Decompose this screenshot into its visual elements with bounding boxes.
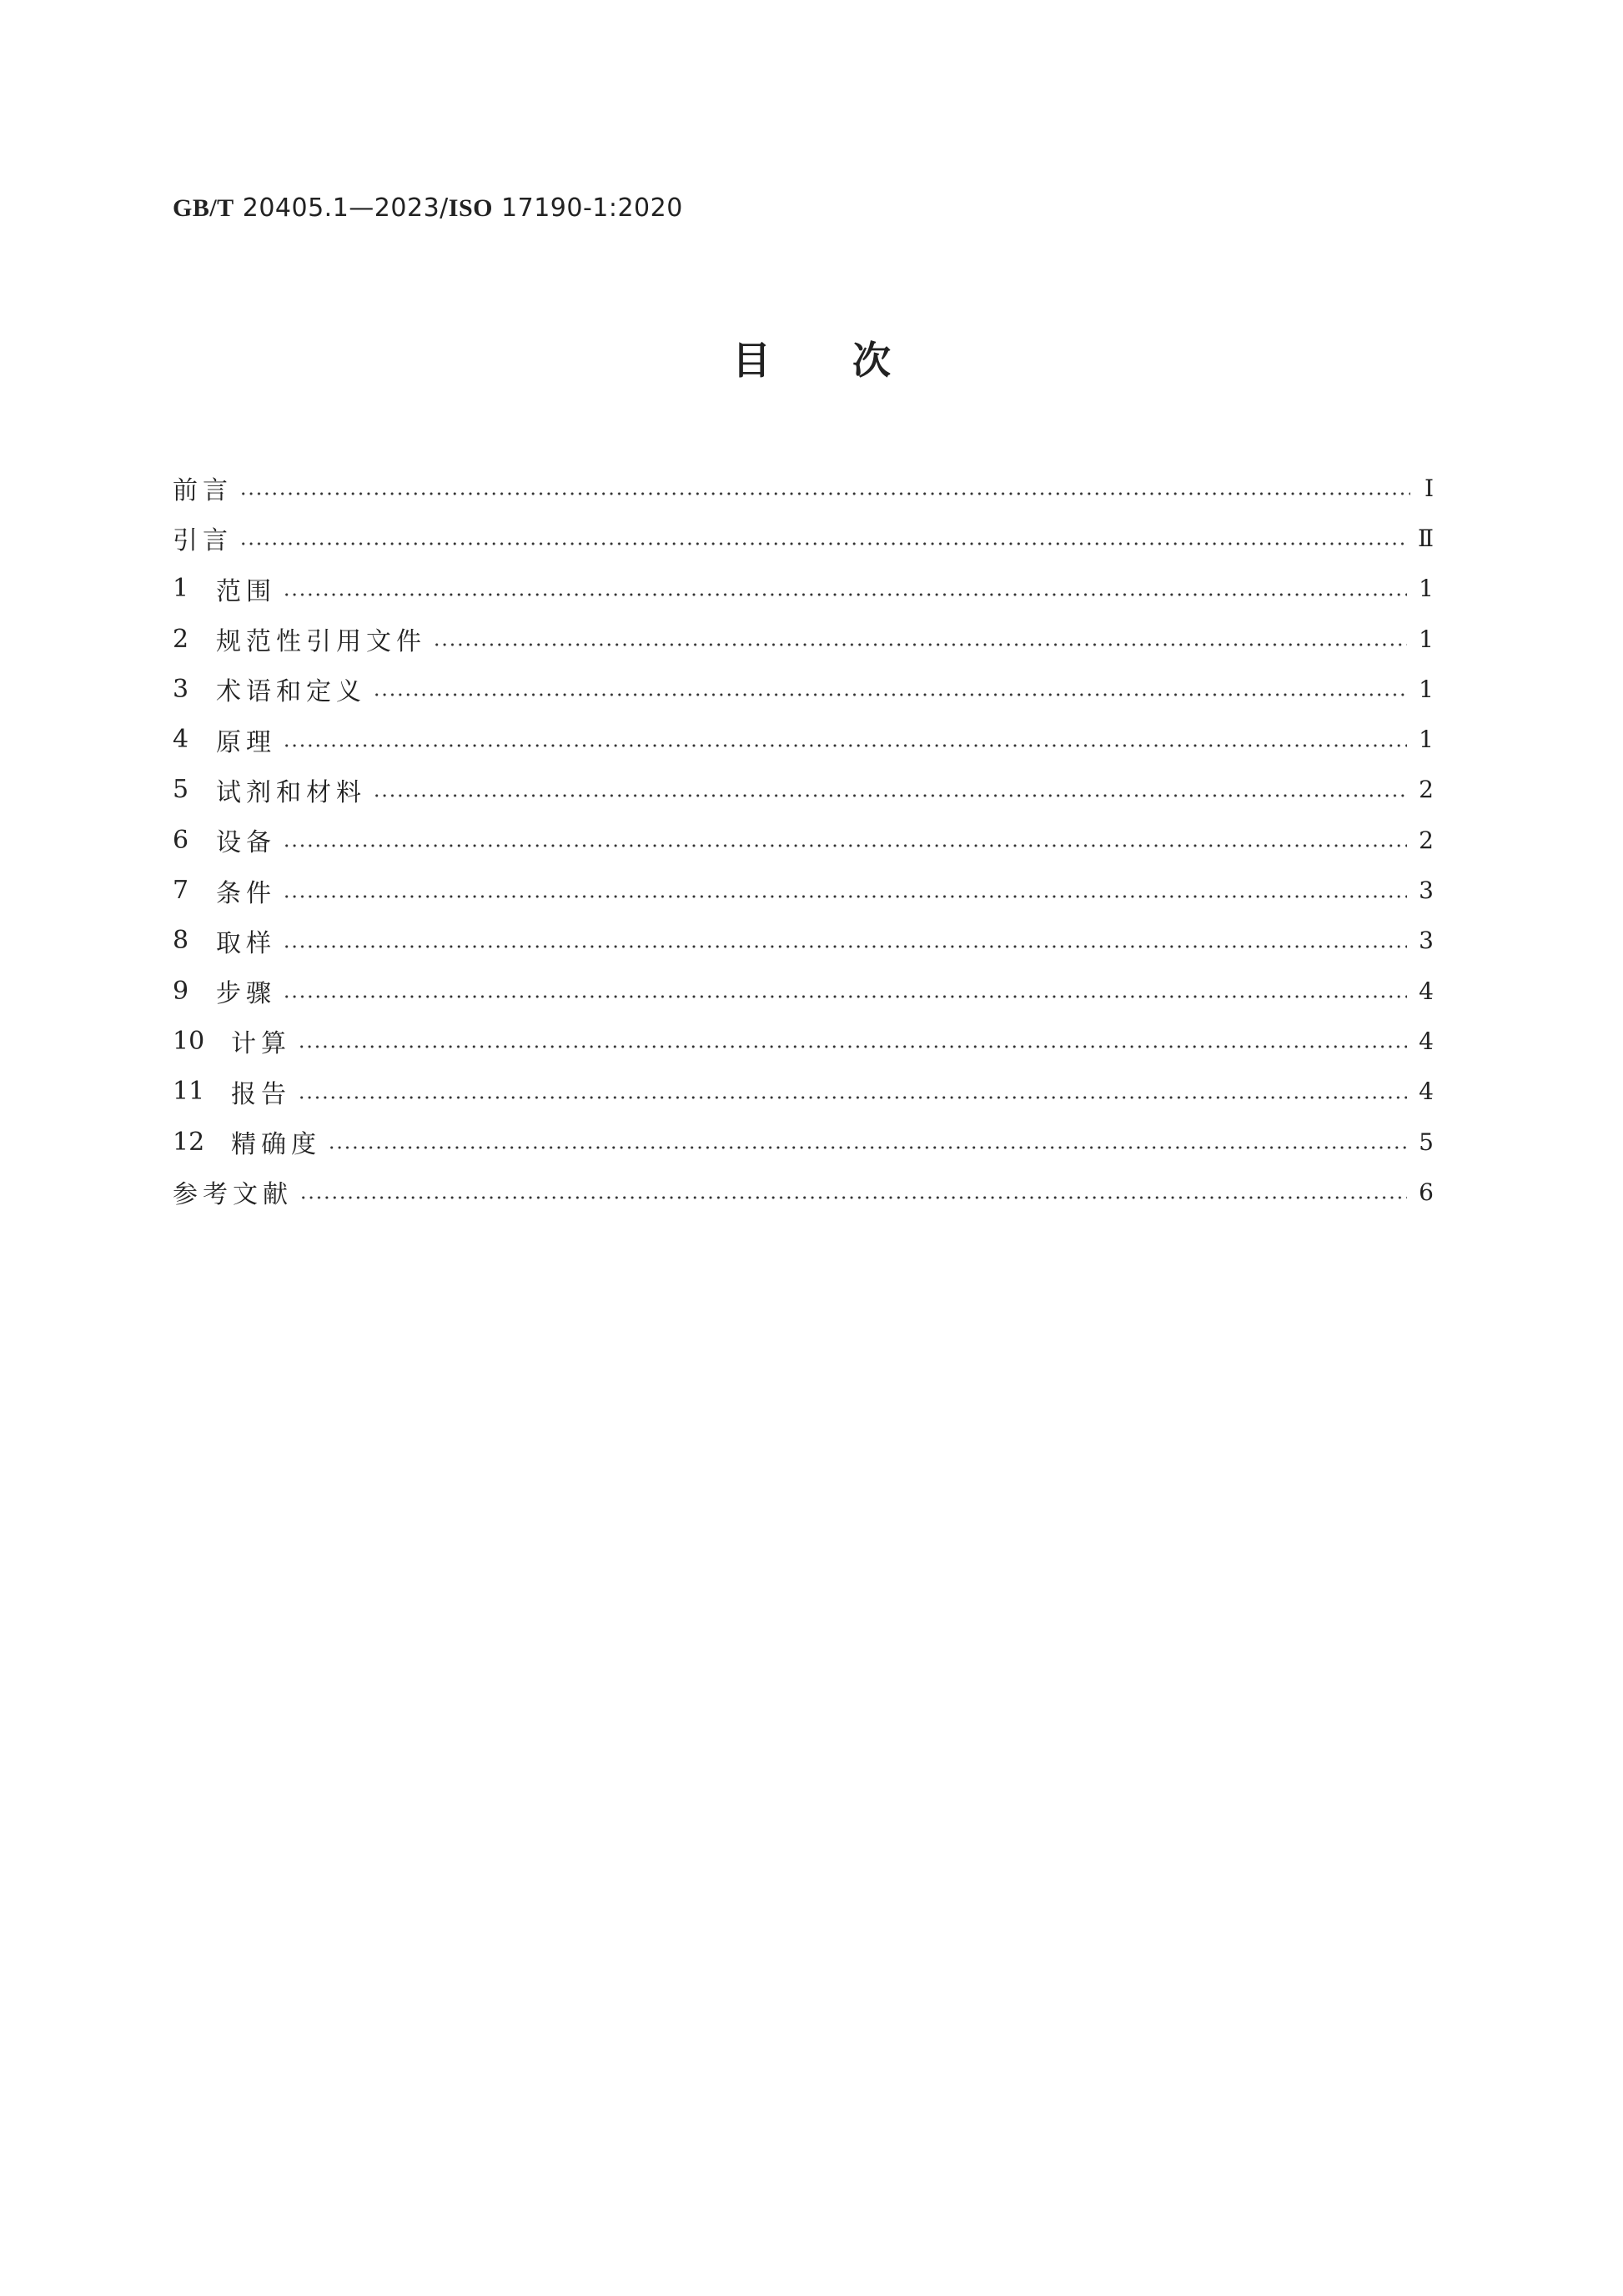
toc-entry-page: 4	[1419, 1078, 1434, 1106]
toc-leader-dots	[283, 895, 1407, 898]
toc-entry-terms-definitions[interactable]	[173, 664, 1434, 714]
toc-entry-page: 1	[1419, 625, 1434, 653]
toc-entry-label: 参考文献	[173, 1173, 299, 1210]
toc-entry-number: 12	[173, 1127, 205, 1157]
toc-leader-dots	[239, 542, 1406, 545]
toc-entry-number: 5	[173, 775, 189, 805]
toc-leader-dots	[283, 945, 1407, 948]
toc-leader-dots	[283, 844, 1407, 847]
toc-entry-page: 1	[1419, 575, 1434, 603]
toc-leader-dots	[433, 643, 1407, 646]
toc-leader-dots	[283, 593, 1407, 596]
toc-entry-introduction[interactable]	[173, 513, 1434, 563]
toc-entry-label: 范围	[216, 570, 283, 607]
toc-entry-bibliography[interactable]	[173, 1167, 1434, 1217]
toc-entry-page: 3	[1419, 877, 1434, 905]
toc-list	[173, 463, 1434, 1217]
toc-entry-label: 前言	[173, 470, 239, 506]
toc-entry-label: 报告	[231, 1073, 298, 1110]
toc-entry-label: 术语和定义	[216, 671, 373, 707]
toc-leader-dots	[299, 1196, 1407, 1199]
standard-code-number: 20405.1—2023/	[242, 193, 449, 223]
toc-leader-dots	[373, 794, 1407, 797]
toc-title: 目次	[732, 338, 972, 383]
toc-entry-calculation[interactable]	[173, 1016, 1434, 1066]
toc-entry-page: Ⅰ	[1424, 474, 1434, 502]
toc-entry-number: 1	[173, 574, 189, 604]
toc-leader-dots	[328, 1146, 1407, 1149]
toc-entry-page: 5	[1419, 1128, 1434, 1156]
toc-entry-page: 1	[1419, 675, 1434, 703]
standard-code-iso: ISO	[448, 194, 493, 222]
toc-entry-page: 3	[1419, 927, 1434, 955]
toc-entry-report[interactable]	[173, 1067, 1434, 1117]
toc-leader-dots	[239, 492, 1410, 495]
toc-entry-normative-references[interactable]	[173, 614, 1434, 664]
toc-entry-label: 引言	[173, 520, 239, 556]
toc-leader-dots	[373, 693, 1407, 696]
toc-entry-principle[interactable]	[173, 714, 1434, 764]
toc-entry-page: 2	[1419, 776, 1434, 804]
toc-entry-label: 条件	[216, 872, 283, 909]
toc-entry-number: 2	[173, 624, 189, 654]
toc-entry-page: 2	[1419, 826, 1434, 854]
toc-leader-dots	[298, 1045, 1407, 1048]
toc-entry-number: 8	[173, 926, 189, 956]
toc-entry-page: 6	[1419, 1178, 1434, 1206]
toc-entry-procedure[interactable]	[173, 966, 1434, 1016]
toc-entry-label: 原理	[216, 721, 283, 758]
toc-entry-label: 试剂和材料	[216, 771, 373, 808]
toc-entry-sampling[interactable]	[173, 916, 1434, 966]
toc-entry-scope[interactable]	[173, 564, 1434, 614]
toc-entry-label: 精确度	[231, 1123, 328, 1160]
toc-entry-number: 6	[173, 825, 189, 855]
toc-entry-number: 7	[173, 876, 189, 906]
toc-entry-page: 1	[1419, 726, 1434, 754]
toc-leader-dots	[283, 995, 1407, 998]
toc-entry-conditions[interactable]	[173, 865, 1434, 915]
toc-entry-apparatus[interactable]	[173, 815, 1434, 865]
standard-code-header	[173, 190, 683, 227]
standard-code-iso-number: 17190-1:2020	[501, 193, 683, 223]
toc-entry-reagents-materials[interactable]	[173, 765, 1434, 815]
toc-entry-number: 4	[173, 725, 189, 755]
toc-leader-dots	[298, 1096, 1407, 1099]
toc-entry-number: 11	[173, 1077, 205, 1107]
toc-entry-number: 9	[173, 976, 189, 1006]
toc-entry-page: Ⅱ	[1417, 524, 1434, 552]
toc-entry-number: 10	[173, 1026, 205, 1056]
toc-entry-number: 3	[173, 674, 189, 704]
toc-entry-label: 步骤	[216, 972, 283, 1009]
toc-entry-label: 设备	[216, 821, 283, 858]
toc-entry-label: 计算	[231, 1022, 298, 1059]
toc-entry-label: 规范性引用文件	[216, 620, 433, 657]
toc-entry-foreword[interactable]	[173, 463, 1434, 513]
toc-entry-label: 取样	[216, 922, 283, 959]
standard-code-prefix: GB/T	[173, 194, 234, 222]
toc-entry-precision[interactable]	[173, 1117, 1434, 1167]
toc-entry-page: 4	[1419, 977, 1434, 1005]
toc-leader-dots	[283, 744, 1407, 747]
toc-entry-page: 4	[1419, 1027, 1434, 1055]
